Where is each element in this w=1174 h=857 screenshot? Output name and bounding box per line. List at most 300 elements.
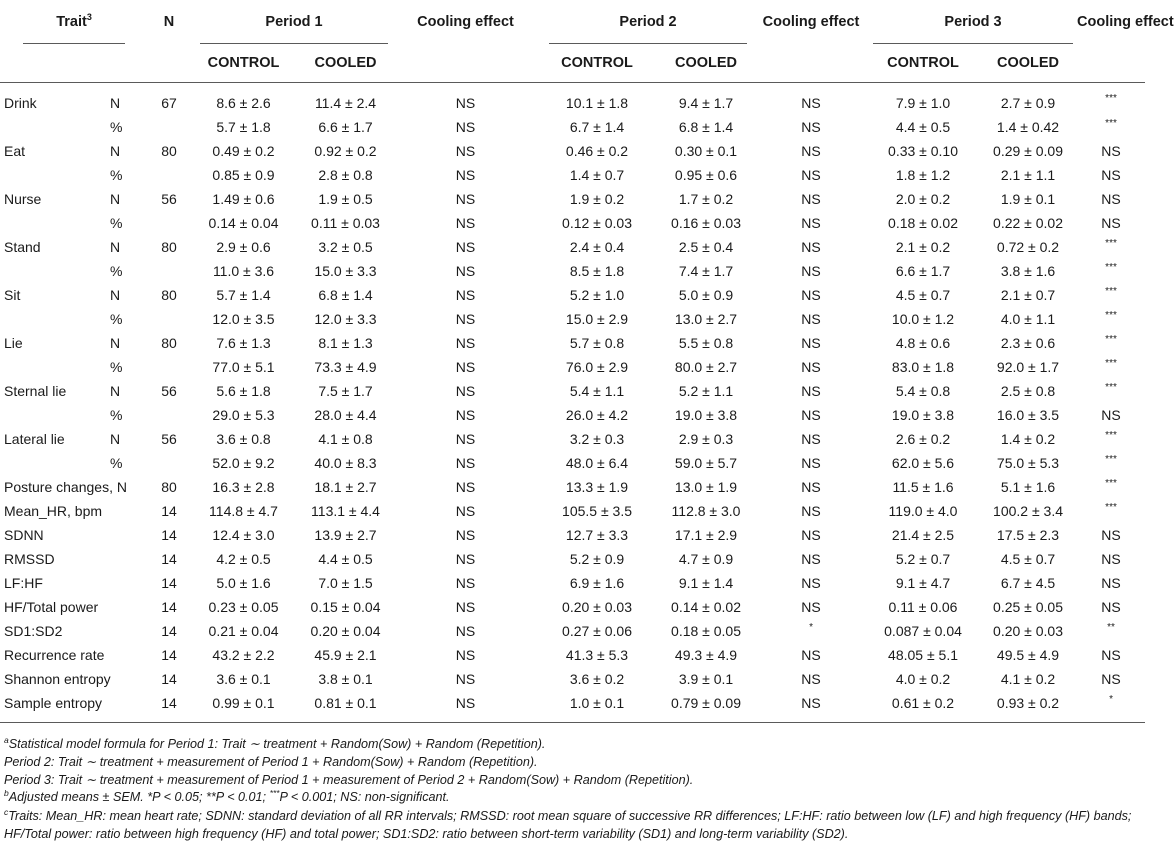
p2-control-cell: 1.4 ± 0.7 bbox=[569, 167, 625, 183]
p3-cooled-cell: 2.7 ± 0.9 bbox=[1000, 95, 1056, 112]
p1-control-cell: 3.6 ± 0.8 bbox=[216, 431, 271, 447]
p1-control-cell: 29.0 ± 5.3 bbox=[212, 407, 275, 423]
p2-effect-cell: NS bbox=[801, 191, 821, 207]
p1-effect-cell: NS bbox=[455, 359, 476, 375]
p3-cooled-cell: 0.29 ± 0.09 bbox=[993, 143, 1063, 159]
cooling-effect-header-3: Cooling effect bbox=[1077, 14, 1174, 30]
p1-effect-cell: NS bbox=[455, 311, 476, 327]
p2-effect-cell: NS bbox=[801, 479, 821, 495]
p2-effect-cell: NS bbox=[801, 695, 821, 712]
p1-cooled-cell: 73.3 ± 4.9 bbox=[314, 359, 377, 375]
trait-cell: Mean_HR, bpm bbox=[4, 503, 103, 519]
p1-control-cell: 1.49 ± 0.6 bbox=[212, 191, 275, 207]
p3-effect-cell: *** bbox=[1105, 382, 1117, 393]
p1-effect-cell: NS bbox=[455, 95, 476, 112]
p3-control-cell: 0.33 ± 0.10 bbox=[888, 143, 958, 159]
footnote-c-text: Traits: Mean_HR: mean heart rate; SDNN: standard deviation of all RR intervals; RMSSD: root mean square of successive RR differences; LF:HF: ratio between low (LF) and high frequency (HF) bands; HF/Total power: ratio between high frequency (HF) and total power; SD1:SD2: ratio between short-term variability (SD1) and long-term variability (SD2). bbox=[4, 808, 1132, 842]
p2-effect-cell: NS bbox=[801, 143, 821, 159]
p3-control-cell: 10.0 ± 1.2 bbox=[891, 311, 955, 327]
p1-cooled-cell: 15.0 ± 3.3 bbox=[314, 263, 377, 279]
footnote-b bbox=[4, 789, 1139, 807]
p3-control-cell: 0.11 ± 0.06 bbox=[888, 599, 958, 615]
p1-effect-cell: NS bbox=[455, 383, 476, 399]
p2-cooled-cell: 0.18 ± 0.05 bbox=[671, 623, 741, 639]
p3-control-cell: 19.0 ± 3.8 bbox=[891, 407, 955, 423]
p2-control-cell: 41.3 ± 5.3 bbox=[565, 647, 629, 663]
p1-effect-cell: NS bbox=[455, 431, 476, 447]
p2-effect-cell: NS bbox=[801, 335, 821, 351]
p2-cooled-cell: 0.16 ± 0.03 bbox=[671, 215, 741, 231]
trait-cell bbox=[0, 211, 108, 235]
p3-effect-cell: *** bbox=[1105, 262, 1117, 273]
p2-cooled-cell: 9.1 ± 1.4 bbox=[678, 575, 734, 591]
p2-effect-cell: NS bbox=[801, 671, 821, 687]
p1-control-cell: 0.23 ± 0.05 bbox=[208, 599, 279, 615]
footnote-c-marker: c bbox=[4, 806, 9, 817]
n-cell: 56 bbox=[161, 383, 177, 399]
p3-cooled-cell: 17.5 ± 2.3 bbox=[996, 527, 1060, 543]
p1-effect-cell: NS bbox=[455, 575, 476, 591]
unit-cell: N bbox=[110, 287, 121, 303]
p1-effect-cell: NS bbox=[455, 623, 476, 639]
p2-control-cell: 5.2 ± 0.9 bbox=[569, 551, 625, 567]
trait-cell bbox=[0, 451, 108, 475]
p1-cooled-cell: 4.1 ± 0.8 bbox=[318, 431, 373, 447]
p1-cooled-cell: 0.15 ± 0.04 bbox=[310, 599, 381, 615]
unit-cell: % bbox=[110, 263, 123, 279]
p1-control-cell: 12.0 ± 3.5 bbox=[212, 311, 275, 327]
n-cell: 56 bbox=[161, 431, 177, 447]
n-cell: 80 bbox=[161, 239, 177, 255]
p3-cooled-cell: 1.4 ± 0.42 bbox=[996, 119, 1060, 135]
p3-effect-cell: NS bbox=[1101, 167, 1121, 183]
p3-cooled-cell: 1.4 ± 0.2 bbox=[1000, 431, 1056, 447]
p2-control-cell: 6.9 ± 1.6 bbox=[569, 575, 625, 591]
p2-cooled-cell: 80.0 ± 2.7 bbox=[674, 359, 738, 375]
unit-cell: % bbox=[110, 455, 123, 471]
p1-effect-cell: NS bbox=[455, 263, 476, 279]
p2-cooled-cell: 2.5 ± 0.4 bbox=[678, 239, 734, 255]
p3-control-cell: 21.4 ± 2.5 bbox=[891, 527, 955, 543]
p3-effect-cell: NS bbox=[1101, 215, 1121, 231]
p1-control-cell: 11.0 ± 3.6 bbox=[212, 263, 275, 279]
header-spacer bbox=[148, 44, 190, 82]
table-row bbox=[0, 427, 1145, 451]
p2-cooled-cell: 4.7 ± 0.9 bbox=[678, 551, 734, 567]
p2-cooled-cell: 59.0 ± 5.7 bbox=[674, 455, 738, 471]
p3-cooled-cell: 0.72 ± 0.2 bbox=[996, 239, 1060, 255]
trait-cell: Stand bbox=[4, 239, 41, 255]
p1-cooled-cell: 3.8 ± 0.1 bbox=[318, 671, 373, 687]
period-2-label: Period 2 bbox=[549, 14, 747, 44]
p2-control-cell: 15.0 ± 2.9 bbox=[565, 311, 629, 327]
p1-effect-cell: NS bbox=[455, 143, 476, 159]
n-cell bbox=[148, 115, 190, 139]
p2-cooled-cell: 0.79 ± 0.09 bbox=[671, 695, 741, 712]
header-spacer bbox=[108, 44, 148, 82]
unit-cell: % bbox=[110, 215, 123, 231]
header-spacer bbox=[1077, 44, 1145, 82]
p2-control-cell: 8.5 ± 1.8 bbox=[569, 263, 625, 279]
n-cell: 14 bbox=[161, 599, 177, 615]
p3-control-cell: 5.4 ± 0.8 bbox=[895, 383, 951, 399]
trait-cell: Lie bbox=[4, 335, 23, 351]
table-row bbox=[0, 499, 1145, 523]
p1-cooled-cell: 0.11 ± 0.03 bbox=[311, 215, 380, 231]
period-1-header bbox=[190, 0, 394, 44]
p1-cooled-cell: 45.9 ± 2.1 bbox=[314, 647, 377, 663]
p3-control-cell: 4.0 ± 0.2 bbox=[895, 671, 951, 687]
p3-effect-cell: *** bbox=[1105, 454, 1117, 465]
header-spacer bbox=[755, 44, 867, 82]
p1-cooled-cell: 18.1 ± 2.7 bbox=[314, 479, 377, 495]
p2-cooled-cell: 13.0 ± 1.9 bbox=[674, 479, 738, 495]
table-row bbox=[0, 331, 1145, 355]
p3-cooled-cell: 0.20 ± 0.03 bbox=[993, 623, 1063, 639]
unit-cell: % bbox=[110, 359, 123, 375]
p1-cooled-cell: 1.9 ± 0.5 bbox=[318, 191, 373, 207]
p2-effect-cell: * bbox=[809, 622, 813, 633]
p3-effect-cell: *** bbox=[1105, 310, 1117, 321]
unit-cell: N bbox=[110, 95, 121, 112]
trait-cell: Sternal lie bbox=[4, 383, 67, 399]
p1-control-header: CONTROL bbox=[190, 44, 297, 82]
trait-cell: Recurrence rate bbox=[4, 647, 105, 663]
header-spacer bbox=[394, 44, 537, 82]
p3-effect-cell: *** bbox=[1105, 286, 1117, 297]
p3-cooled-cell: 4.1 ± 0.2 bbox=[1000, 671, 1056, 687]
p2-cooled-cell: 17.1 ± 2.9 bbox=[674, 527, 738, 543]
p2-cooled-cell: 112.8 ± 3.0 bbox=[671, 503, 741, 519]
p3-cooled-cell: 6.7 ± 4.5 bbox=[1000, 575, 1056, 591]
p1-cooled-cell: 28.0 ± 4.4 bbox=[314, 407, 377, 423]
table-header bbox=[0, 0, 1174, 82]
p1-effect-cell: NS bbox=[455, 527, 476, 543]
n-cell: 14 bbox=[161, 575, 177, 591]
p3-control-header: CONTROL bbox=[867, 44, 979, 82]
p3-effect-cell: *** bbox=[1105, 358, 1117, 369]
p3-effect-cell: ** bbox=[1107, 622, 1115, 633]
p2-effect-cell: NS bbox=[801, 599, 821, 615]
p1-control-cell: 8.6 ± 2.6 bbox=[216, 95, 271, 112]
footnote-b-text-3: P < 0.01; bbox=[215, 790, 270, 805]
p3-cooled-cell: 2.3 ± 0.6 bbox=[1000, 335, 1056, 351]
trait-cell: SDNN bbox=[4, 527, 44, 543]
p1-control-cell: 5.0 ± 1.6 bbox=[216, 575, 271, 591]
p2-cooled-cell: 3.9 ± 0.1 bbox=[678, 671, 734, 687]
p2-effect-cell: NS bbox=[801, 407, 821, 423]
p2-cooled-cell: 5.2 ± 1.1 bbox=[678, 383, 734, 399]
trait-cell: Shannon entropy bbox=[4, 671, 111, 687]
p2-cooled-cell: 1.7 ± 0.2 bbox=[678, 191, 734, 207]
trait-cell bbox=[0, 403, 108, 427]
unit-cell: N bbox=[110, 239, 121, 255]
footnote-b-stars: *** bbox=[269, 788, 280, 799]
p1-control-cell: 5.6 ± 1.8 bbox=[216, 383, 271, 399]
trait-cell: RMSSD bbox=[4, 551, 55, 567]
p3-effect-cell: NS bbox=[1101, 407, 1121, 423]
p2-cooled-cell: 49.3 ± 4.9 bbox=[674, 647, 738, 663]
p2-effect-cell: NS bbox=[801, 95, 821, 112]
p1-effect-cell: NS bbox=[455, 335, 476, 351]
cooling-effect-header-2: Cooling effect bbox=[762, 14, 860, 30]
p2-control-cell: 3.6 ± 0.2 bbox=[569, 671, 625, 687]
p1-effect-cell: NS bbox=[455, 455, 476, 471]
unit-cell: % bbox=[110, 311, 123, 327]
p1-cooled-cell: 3.2 ± 0.5 bbox=[318, 239, 373, 255]
p2-effect-cell: NS bbox=[801, 527, 821, 543]
p3-cooled-cell: 4.5 ± 0.7 bbox=[1000, 551, 1056, 567]
p1-effect-cell: NS bbox=[455, 479, 476, 495]
p2-cooled-cell: 0.14 ± 0.02 bbox=[671, 599, 741, 615]
p3-cooled-cell: 2.5 ± 0.8 bbox=[1000, 383, 1056, 399]
p3-control-cell: 2.6 ± 0.2 bbox=[895, 431, 951, 447]
p3-control-cell: 62.0 ± 5.6 bbox=[891, 455, 955, 471]
period-2-header bbox=[537, 0, 755, 44]
p3-effect-cell: NS bbox=[1101, 143, 1121, 159]
p3-control-cell: 4.8 ± 0.6 bbox=[895, 335, 951, 351]
p2-control-cell: 12.7 ± 3.3 bbox=[565, 527, 629, 543]
p2-control-cell: 2.4 ± 0.4 bbox=[569, 239, 625, 255]
p3-effect-cell: *** bbox=[1105, 92, 1117, 104]
p1-cooled-cell: 113.1 ± 4.4 bbox=[311, 503, 380, 519]
p3-control-cell: 48.05 ± 5.1 bbox=[888, 647, 958, 663]
n-cell bbox=[148, 211, 190, 235]
p1-effect-cell: NS bbox=[455, 647, 476, 663]
p1-cooled-cell: 7.5 ± 1.7 bbox=[318, 383, 373, 399]
p2-control-cell: 0.46 ± 0.2 bbox=[565, 143, 629, 159]
p3-cooled-cell: 16.0 ± 3.5 bbox=[996, 407, 1060, 423]
p1-control-cell: 5.7 ± 1.4 bbox=[216, 287, 271, 303]
p2-cooled-cell: 5.0 ± 0.9 bbox=[678, 287, 734, 303]
p2-control-header: CONTROL bbox=[537, 44, 657, 82]
n-cell bbox=[148, 307, 190, 331]
p2-control-cell: 3.2 ± 0.3 bbox=[569, 431, 625, 447]
p1-cooled-cell: 0.81 ± 0.1 bbox=[314, 695, 377, 712]
trait-cell: Lateral lie bbox=[4, 431, 65, 447]
trait-cell bbox=[0, 355, 108, 379]
p2-cooled-cell: 6.8 ± 1.4 bbox=[678, 119, 734, 135]
p3-cooled-cell: 75.0 ± 5.3 bbox=[996, 455, 1060, 471]
p3-effect-cell: *** bbox=[1105, 238, 1117, 249]
table-row bbox=[0, 691, 1145, 722]
p3-control-cell: 7.9 ± 1.0 bbox=[895, 95, 951, 112]
p2-effect-cell: NS bbox=[801, 503, 821, 519]
p1-effect-cell: NS bbox=[455, 215, 476, 231]
p3-cooled-cell: 0.22 ± 0.02 bbox=[993, 215, 1063, 231]
p2-control-cell: 105.5 ± 3.5 bbox=[562, 503, 632, 519]
n-cell: 14 bbox=[161, 527, 177, 543]
p1-control-cell: 0.49 ± 0.2 bbox=[212, 143, 275, 159]
footnote-a-line-3: Period 3: Trait ∼ treatment + measurement of Period 1 + measurement of Period 2 + Random(Sow) + Random (Repetition). bbox=[4, 772, 694, 787]
n-cell: 14 bbox=[161, 503, 177, 519]
n-cell: 14 bbox=[161, 671, 177, 687]
p3-control-cell: 0.087 ± 0.04 bbox=[884, 623, 962, 639]
table-row bbox=[0, 235, 1145, 259]
p1-cooled-cell: 7.0 ± 1.5 bbox=[318, 575, 373, 591]
p2-effect-cell: NS bbox=[801, 167, 821, 183]
trait-header bbox=[0, 0, 148, 44]
p2-effect-cell: NS bbox=[801, 551, 821, 567]
p1-cooled-cell: 40.0 ± 8.3 bbox=[314, 455, 377, 471]
p1-control-cell: 77.0 ± 5.1 bbox=[212, 359, 275, 375]
p3-control-cell: 4.4 ± 0.5 bbox=[895, 119, 951, 135]
p1-effect-cell: NS bbox=[455, 167, 476, 183]
table-row bbox=[0, 259, 1145, 283]
p2-cooled-cell: 9.4 ± 1.7 bbox=[678, 95, 734, 112]
footnote-b-text-2: P < 0.05; ** bbox=[152, 790, 216, 805]
table-row bbox=[0, 379, 1145, 403]
p2-control-cell: 5.2 ± 1.0 bbox=[569, 287, 625, 303]
n-header: N bbox=[163, 14, 175, 30]
p3-effect-cell: *** bbox=[1105, 430, 1117, 441]
n-cell: 14 bbox=[161, 647, 177, 663]
p1-effect-cell: NS bbox=[455, 119, 476, 135]
p3-effect-cell: *** bbox=[1105, 334, 1117, 345]
p3-effect-cell: *** bbox=[1105, 478, 1117, 489]
unit-cell: N bbox=[110, 143, 121, 159]
unit-cell: % bbox=[110, 167, 123, 183]
n-cell: 67 bbox=[161, 95, 177, 112]
unit-cell: N bbox=[110, 335, 121, 351]
p3-cooled-cell: 2.1 ± 1.1 bbox=[1000, 167, 1056, 183]
trait-header-superscript: 3 bbox=[86, 12, 92, 22]
table-row bbox=[0, 355, 1145, 379]
table-row bbox=[0, 163, 1145, 187]
p2-effect-cell: NS bbox=[801, 263, 821, 279]
p2-control-cell: 0.12 ± 0.03 bbox=[562, 215, 632, 231]
p2-control-cell: 76.0 ± 2.9 bbox=[565, 359, 629, 375]
footnote-b-marker: b bbox=[4, 788, 9, 799]
p1-cooled-cell: 0.92 ± 0.2 bbox=[314, 143, 377, 159]
table-body bbox=[0, 82, 1145, 722]
p3-cooled-cell: 92.0 ± 1.7 bbox=[996, 359, 1060, 375]
p2-control-cell: 0.20 ± 0.03 bbox=[562, 599, 632, 615]
p2-control-cell: 5.4 ± 1.1 bbox=[569, 383, 625, 399]
p3-effect-cell: *** bbox=[1105, 502, 1117, 513]
p3-effect-cell: NS bbox=[1101, 191, 1121, 207]
unit-cell: N bbox=[110, 383, 121, 399]
p1-control-cell: 43.2 ± 2.2 bbox=[212, 647, 275, 663]
trait-cell bbox=[0, 259, 108, 283]
table-footnotes bbox=[4, 736, 1139, 843]
footnote-a-text-1: Statistical model formula for Period 1: Trait ∼ treatment + Random(Sow) + Random (Repetition). bbox=[8, 737, 546, 751]
p3-cooled-cell: 100.2 ± 3.4 bbox=[993, 503, 1063, 519]
p2-effect-cell: NS bbox=[801, 311, 821, 327]
table-row bbox=[0, 403, 1145, 427]
cooling-effect-header-1: Cooling effect bbox=[417, 14, 514, 30]
table-row bbox=[0, 139, 1145, 163]
p1-effect-cell: NS bbox=[455, 191, 476, 207]
trait-cell: Posture changes, N bbox=[4, 479, 127, 495]
p2-effect-cell: NS bbox=[801, 359, 821, 375]
p1-control-cell: 0.85 ± 0.9 bbox=[212, 167, 275, 183]
n-cell: 80 bbox=[161, 143, 177, 159]
table-row bbox=[0, 547, 1145, 571]
p2-control-cell: 1.9 ± 0.2 bbox=[569, 191, 625, 207]
period-3-label: Period 3 bbox=[873, 14, 1073, 44]
n-cell: 14 bbox=[161, 695, 177, 712]
p1-cooled-cell: 0.20 ± 0.04 bbox=[310, 623, 381, 639]
p3-effect-cell: NS bbox=[1101, 551, 1121, 567]
p1-cooled-cell: 6.6 ± 1.7 bbox=[318, 119, 373, 135]
p1-effect-cell: NS bbox=[455, 503, 476, 519]
p2-cooled-cell: 2.9 ± 0.3 bbox=[678, 431, 734, 447]
trait-cell bbox=[0, 307, 108, 331]
p1-control-cell: 0.21 ± 0.04 bbox=[208, 623, 279, 639]
p2-cooled-header: COOLED bbox=[657, 44, 755, 82]
p3-effect-cell: NS bbox=[1101, 599, 1121, 615]
table-row bbox=[0, 307, 1145, 331]
p1-control-cell: 16.3 ± 2.8 bbox=[212, 479, 275, 495]
p2-effect-cell: NS bbox=[801, 239, 821, 255]
p2-cooled-cell: 5.5 ± 0.8 bbox=[678, 335, 734, 351]
table-row bbox=[0, 643, 1145, 667]
p2-cooled-cell: 0.30 ± 0.1 bbox=[674, 143, 738, 159]
p1-cooled-cell: 12.0 ± 3.3 bbox=[314, 311, 377, 327]
p2-control-cell: 26.0 ± 4.2 bbox=[565, 407, 629, 423]
p1-effect-cell: NS bbox=[455, 407, 476, 423]
trait-cell: SD1:SD2 bbox=[4, 623, 63, 639]
footnote-a-line-1 bbox=[4, 736, 1139, 754]
p3-effect-cell: NS bbox=[1101, 575, 1121, 591]
p3-control-cell: 9.1 ± 4.7 bbox=[895, 575, 951, 591]
p1-cooled-cell: 2.8 ± 0.8 bbox=[318, 167, 373, 183]
trait-header-label: Trait bbox=[56, 14, 87, 30]
p1-control-cell: 2.9 ± 0.6 bbox=[216, 239, 271, 255]
p1-control-cell: 114.8 ± 4.7 bbox=[209, 503, 278, 519]
p1-control-cell: 5.7 ± 1.8 bbox=[216, 119, 271, 135]
p1-cooled-cell: 11.4 ± 2.4 bbox=[314, 95, 377, 112]
p2-effect-cell: NS bbox=[801, 431, 821, 447]
table-row bbox=[0, 187, 1145, 211]
unit-cell: % bbox=[110, 119, 123, 135]
p1-effect-cell: NS bbox=[455, 671, 476, 687]
p2-control-cell: 6.7 ± 1.4 bbox=[569, 119, 625, 135]
p1-effect-cell: NS bbox=[455, 239, 476, 255]
header-spacer bbox=[0, 44, 108, 82]
p3-cooled-cell: 1.9 ± 0.1 bbox=[1000, 191, 1056, 207]
n-cell: 80 bbox=[161, 335, 177, 351]
table-row bbox=[0, 115, 1145, 139]
p2-effect-cell: NS bbox=[801, 119, 821, 135]
n-cell bbox=[148, 403, 190, 427]
table-row bbox=[0, 82, 1145, 115]
p3-cooled-cell: 3.8 ± 1.6 bbox=[1000, 263, 1056, 279]
footnote-b-text-1: Adjusted means ± SEM. * bbox=[8, 790, 153, 805]
p2-control-cell: 0.27 ± 0.06 bbox=[562, 623, 632, 639]
trait-cell: Sample entropy bbox=[4, 695, 103, 712]
p2-effect-cell: NS bbox=[801, 383, 821, 399]
table-row bbox=[0, 571, 1145, 595]
table-row bbox=[0, 667, 1145, 691]
p3-effect-cell: * bbox=[1109, 694, 1113, 705]
trait-cell: HF/Total power bbox=[4, 599, 99, 615]
p2-effect-cell: NS bbox=[801, 455, 821, 471]
p3-cooled-cell: 0.25 ± 0.05 bbox=[993, 599, 1063, 615]
trait-cell: LF:HF bbox=[4, 575, 43, 591]
p2-effect-cell: NS bbox=[801, 575, 821, 591]
p2-effect-cell: NS bbox=[801, 215, 821, 231]
p3-control-cell: 119.0 ± 4.0 bbox=[888, 503, 958, 519]
footnote-b-text-4: P < 0.001; NS: non-significant. bbox=[279, 790, 450, 805]
footnote-c bbox=[4, 808, 1139, 844]
p3-control-cell: 2.1 ± 0.2 bbox=[895, 239, 951, 255]
p3-control-cell: 83.0 ± 1.8 bbox=[891, 359, 955, 375]
p2-effect-cell: NS bbox=[801, 647, 821, 663]
p1-control-cell: 52.0 ± 9.2 bbox=[212, 455, 275, 471]
period-1-label: Period 1 bbox=[200, 14, 388, 44]
